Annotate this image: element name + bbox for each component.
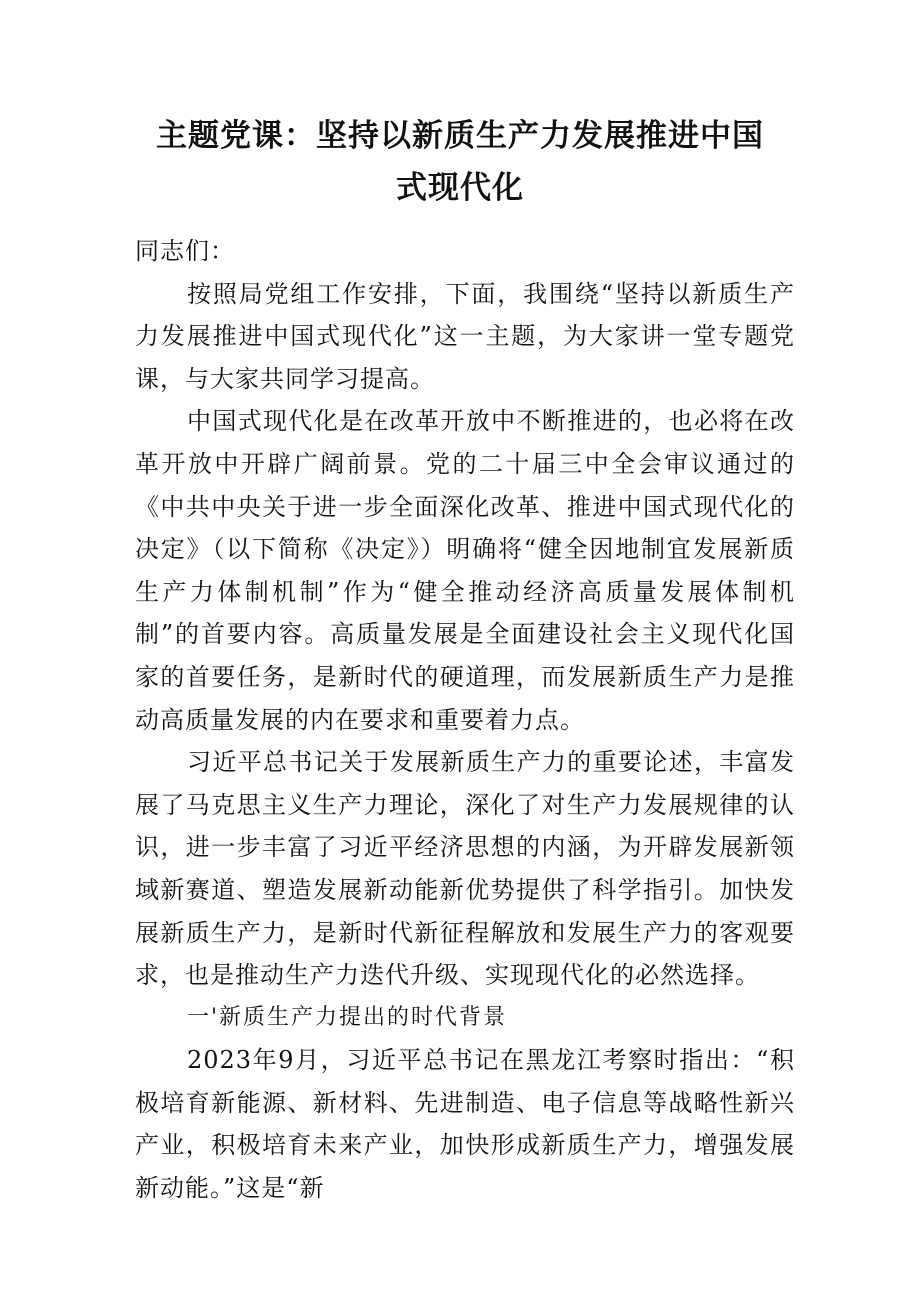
paragraph-modernization: 中国式现代化是在改革开放中不断推进的，也必将在改革开放中开辟广阔前景。党的二十届三中全会审议通过的《中共中央关于进一步全面深化改革、推进中国式现代化的决定》（以下简称《决定》）明确将“健全因地制宜发展新质生产力体制机制”作为“健全推动经济高质量发展体制机制”的首要内容。高质量发展是全面建设社会主义现代化国家的首要任务，是新时代的硬道理，而发展新质生产力是推动高质量发展的内在要求和重要着力点。 — [135, 407, 795, 734]
paragraph-intro: 按照局党组工作安排，下面，我围绕“坚持以新质生产力发展推进中国式现代化”这一主题，为大家讲一堂专题党课，与大家共同学习提高。 — [135, 279, 795, 393]
document-body — [135, 230, 795, 1210]
section-heading: 一'新质生产力提出的时代背景 — [187, 1004, 508, 1030]
document-title-line-1: 主题党课：坚持以新质生产力发展推进中国 — [156, 118, 764, 154]
paragraph-xi-remarks: 习近平总书记关于发展新质生产力的重要论述，丰富发展了马克思主义生产力理论，深化了对生产力发展规律的认识，进一步丰富了习近平经济思想的内涵，为开辟发展新领域新赛道、塑造发展新动能新优势提供了科学指引。加快发展新质生产力，是新时代新征程解放和发展生产力的客观要求，也是推动生产力迭代升级、实现现代化的必然选择。 — [135, 748, 795, 990]
salutation: 同志们： — [135, 237, 235, 265]
document-title-line-2: 式现代化 — [396, 170, 524, 206]
paragraph-2023-september: 2023年9月，习近平总书记在黑龙江考察时指出：“积极培育新能源、新材料、先进制造、电子信息等战略性新兴产业，积极培育未来产业，加快形成新质生产力，增强发展新动能。”这是“新 — [135, 1046, 795, 1203]
